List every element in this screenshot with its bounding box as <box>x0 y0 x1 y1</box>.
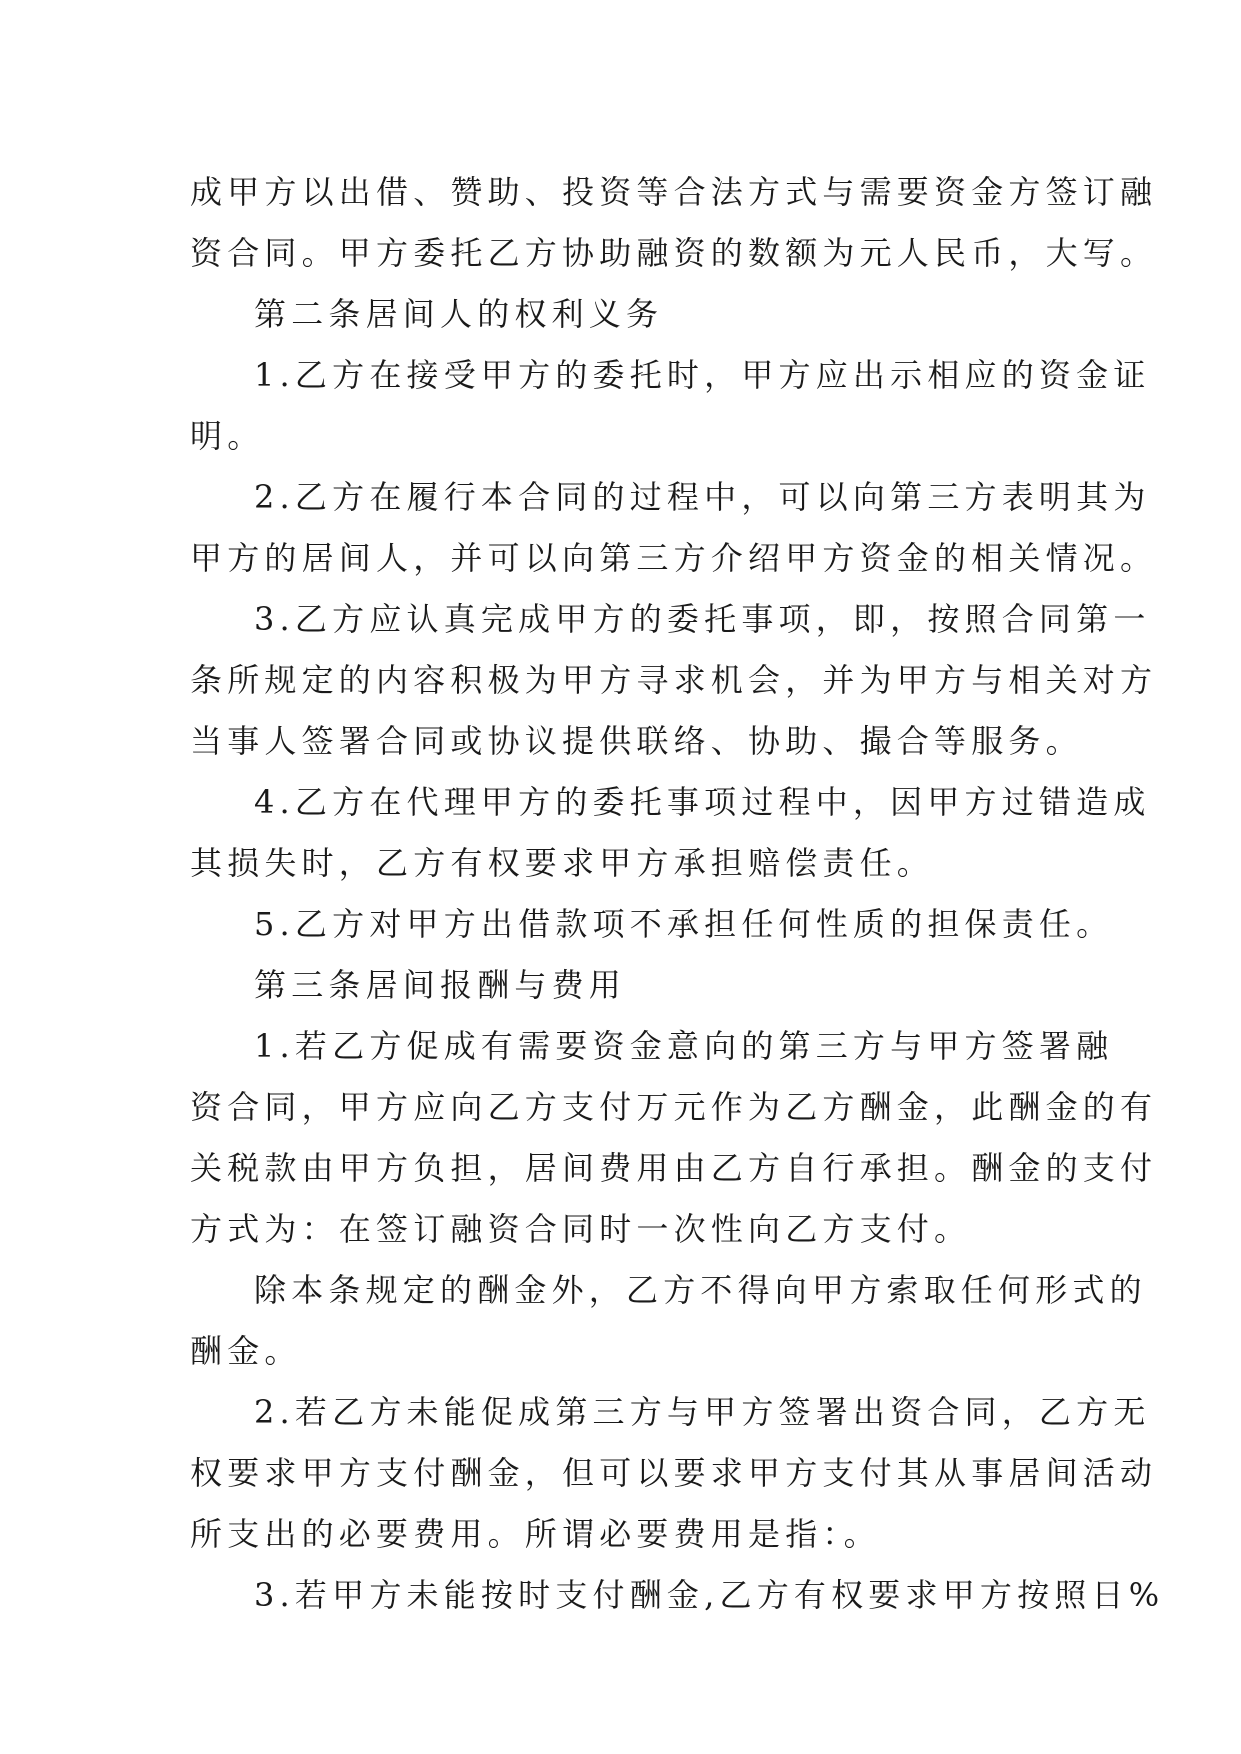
text-line: 资合同。甲方委托乙方协助融资的数额为元人民币，大写。 <box>190 234 1158 272</box>
text-line: 2.若乙方未能促成第三方与甲方签署出资合同，乙方无 <box>254 1393 1151 1431</box>
text-line: 甲方的居间人，并可以向第三方介绍甲方资金的相关情况。 <box>190 539 1158 577</box>
text-line: 1.乙方在接受甲方的委托时，甲方应出示相应的资金证 <box>254 356 1151 394</box>
text-line: 方式为：在签订融资合同时一次性向乙方支付。 <box>190 1210 972 1248</box>
section-heading: 第三条居间报酬与费用 <box>254 966 627 1004</box>
text-line: 其损失时，乙方有权要求甲方承担赔偿责任。 <box>190 844 935 882</box>
text-line: 关税款由甲方负担，居间费用由乙方自行承担。酬金的支付 <box>190 1149 1158 1187</box>
text-line: 当事人签署合同或协议提供联络、协助、撮合等服务。 <box>190 722 1083 760</box>
text-line: 明。 <box>190 417 265 455</box>
text-line: 权要求甲方支付酬金，但可以要求甲方支付其从事居间活动 <box>190 1454 1158 1492</box>
text-line: 资合同，甲方应向乙方支付万元作为乙方酬金，此酬金的有 <box>190 1088 1158 1126</box>
text-line: 2.乙方在履行本合同的过程中，可以向第三方表明其为 <box>254 478 1151 516</box>
text-line: 4.乙方在代理甲方的委托事项过程中，因甲方过错造成 <box>254 783 1151 821</box>
text-line: 除本条规定的酬金外，乙方不得向甲方索取任何形式的 <box>254 1271 1147 1309</box>
text-line: 所支出的必要费用。所谓必要费用是指：。 <box>190 1515 881 1553</box>
section-heading: 第二条居间人的权利义务 <box>254 295 664 333</box>
text-line: 3.乙方应认真完成甲方的委托事项，即，按照合同第一 <box>254 600 1151 638</box>
text-line: 1.若乙方促成有需要资金意向的第三方与甲方签署融 <box>254 1027 1114 1065</box>
text-line: 酬金。 <box>190 1332 302 1370</box>
document-body <box>190 162 1165 1626</box>
text-line: 成甲方以出借、赞助、投资等合法方式与需要资金方签订融 <box>190 173 1158 211</box>
text-line: 5.乙方对甲方出借款项不承担任何性质的担保责任。 <box>254 905 1114 943</box>
text-line: 条所规定的内容积极为甲方寻求机会，并为甲方与相关对方 <box>190 661 1158 699</box>
text-line: 3.若甲方未能按时支付酬金,乙方有权要求甲方按照日% <box>254 1576 1165 1614</box>
